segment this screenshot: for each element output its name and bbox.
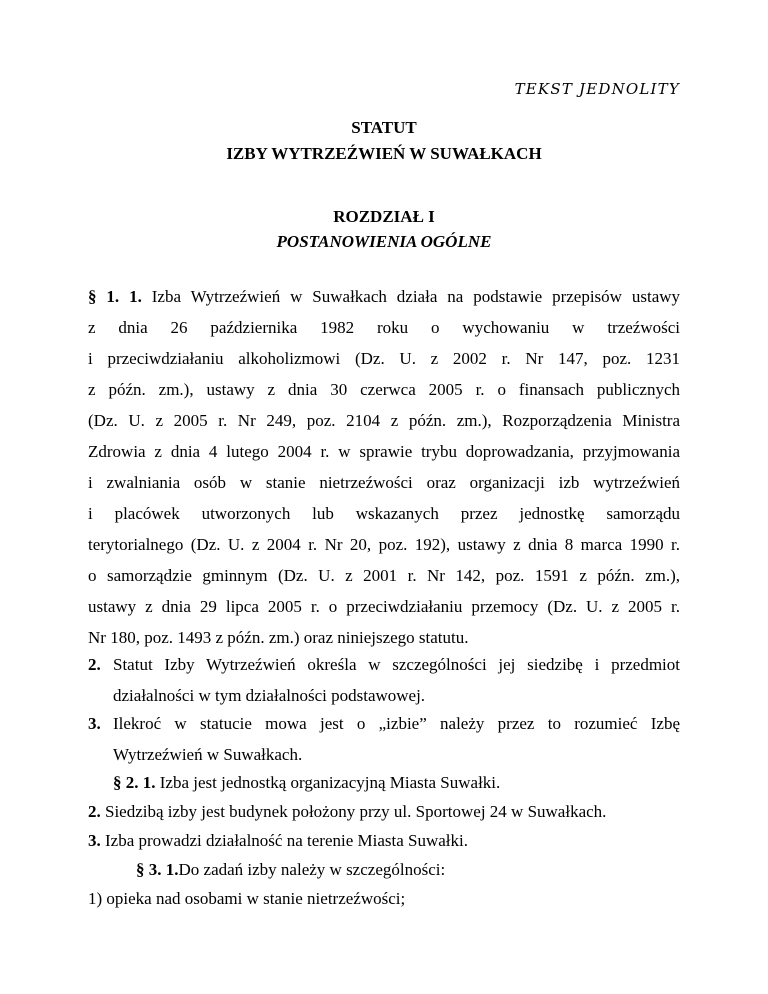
s3-item-1: 1) opieka nad osobami w stanie nietrzeźwości; <box>88 889 406 908</box>
s2-line-3: 3. Izba prowadzi działalność na terenie Miasta Suwałki. <box>88 831 469 850</box>
s1-line-7: i zwalniania osób w stanie nietrzeźwości oraz organizacji izb wytrzeźwień <box>88 473 680 492</box>
s1-p2-line-2: działalności w tym działalności podstawowej. <box>113 686 426 705</box>
chapter-heading: ROZDZIAŁ I <box>333 207 435 226</box>
title-line-2: IZBY WYTRZEŹWIEŃ W SUWAŁKACH <box>226 144 542 163</box>
s1-line-2: z dnia 26 października 1982 roku o wychowaniu w trzeźwości <box>88 318 680 337</box>
s1-p2-mark: 2. <box>88 655 101 674</box>
s1-p3-mark: 3. <box>88 714 101 733</box>
s1-mark: § 1. 1. <box>88 287 142 306</box>
header-tag: TEKST JEDNOLITY <box>514 80 680 98</box>
s1-p3-line-2: Wytrzeźwień w Suwałkach. <box>113 745 303 764</box>
s2-line-2: 2. Siedzibą izby jest budynek położony przy ul. Sportowej 24 w Suwałkach. <box>88 802 607 821</box>
s1-p3-line-1: Ilekroć w statucie mowa jest o „izbie” należy przez to rozumieć Izbę <box>113 714 680 733</box>
chapter-subtitle: POSTANOWIENIA OGÓLNE <box>276 232 492 251</box>
s1-line-1: § 1. 1. Izba Wytrzeźwień w Suwałkach działa na podstawie przepisów ustawy <box>88 287 681 306</box>
title-line-1: STATUT <box>351 118 417 137</box>
s1-line-8: i placówek utworzonych lub wskazanych przez jednostkę samorządu <box>88 504 680 523</box>
s1-line-5: (Dz. U. z 2005 r. Nr 249, poz. 2104 z późn. zm.), Rozporządzenia Ministra <box>88 411 680 430</box>
s1-line-9: terytorialnego (Dz. U. z 2004 r. Nr 20, poz. 192), ustawy z dnia 8 marca 1990 r. <box>88 535 680 554</box>
s1-line-4: z późn. zm.), ustawy z dnia 30 czerwca 2005 r. o finansach publicznych <box>88 380 680 399</box>
s1-line-11: ustawy z dnia 29 lipca 2005 r. o przeciwdziałaniu przemocy (Dz. U. z 2005 r. <box>88 597 680 616</box>
s1-line-12: Nr 180, poz. 1493 z późn. zm.) oraz niniejszego statutu. <box>88 628 469 647</box>
s3-line-1: § 3. 1.Do zadań izby należy w szczególności: <box>136 860 446 879</box>
s1-p2-line-1: Statut Izby Wytrzeźwień określa w szczególności jej siedzibę i przedmiot <box>113 655 680 674</box>
s3-mark: § 3. 1. <box>136 860 179 879</box>
s2-mark: § 2. 1. <box>113 773 156 792</box>
s1-line-6: Zdrowia z dnia 4 lutego 2004 r. w sprawie trybu doprowadzania, przyjmowania <box>88 442 680 461</box>
s1-line-3: i przeciwdziałaniu alkoholizmowi (Dz. U. z 2002 r. Nr 147, poz. 1231 <box>88 349 680 368</box>
s2-line-1: § 2. 1. Izba jest jednostką organizacyjną Miasta Suwałki. <box>113 773 501 792</box>
s1-line-10: o samorządzie gminnym (Dz. U. z 2001 r. Nr 142, poz. 1591 z późn. zm.), <box>88 566 680 585</box>
